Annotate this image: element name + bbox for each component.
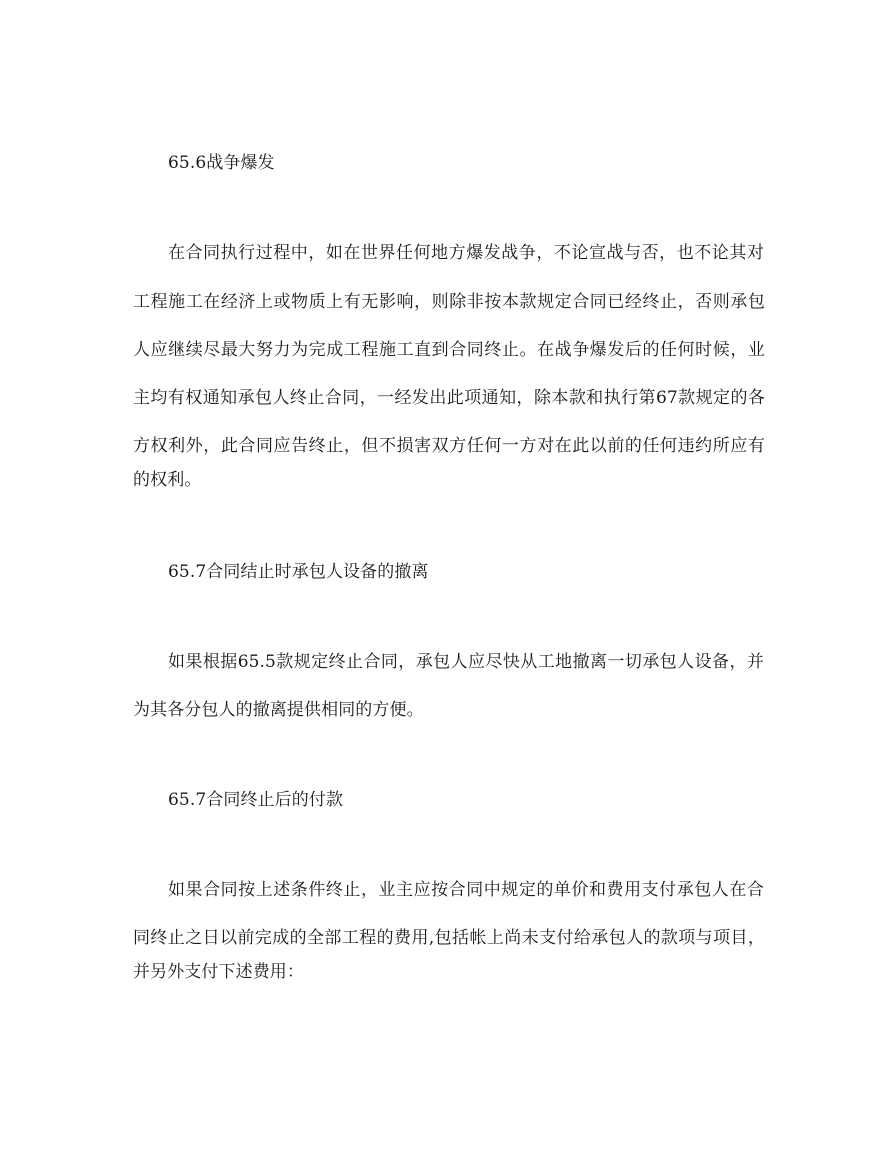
paragraph-line: 的权利。: [133, 470, 202, 490]
paragraph-line: 为其各分包人的撤离提供相同的方便。: [133, 700, 424, 720]
paragraph-line: 在合同执行过程中，如在世界任何地方爆发战争，不论宣战与否，也不论其对: [168, 243, 764, 263]
paragraph-line: 同终止之日以前完成的全部工程的费用,包括帐上尚未支付给承包人的款项与项目，: [133, 928, 765, 948]
paragraph-line: 方权利外，此合同应告终止，但不损害双方任何一方对在此以前的任何违约所应有: [133, 436, 765, 456]
paragraph-line: 主均有权通知承包人终止合同，一经发出此项通知，除本款和执行第67款规定的各: [133, 388, 765, 408]
paragraph-line: 工程施工在经济上或物质上有无影响，则除非按本款规定合同已经终止，否则承包: [133, 292, 765, 312]
paragraph-line: 并另外支付下述费用：: [133, 962, 304, 982]
paragraph-line: 人应继续尽最大努力为完成工程施工直到合同终止。在战争爆发后的任何时候，业: [133, 340, 765, 360]
paragraph-line: 如果根据65.5款规定终止合同，承包人应尽快从工地撤离一切承包人设备，并: [168, 652, 764, 672]
section-heading-65-7-withdrawal: 65.7合同结止时承包人设备的撤离: [168, 562, 429, 582]
section-heading-65-6: 65.6战争爆发: [168, 153, 275, 173]
paragraph-line: 如果合同按上述条件终止，业主应按合同中规定的单价和费用支付承包人在合: [168, 880, 764, 900]
section-heading-65-7-payment: 65.7合同终止后的付款: [168, 790, 344, 810]
